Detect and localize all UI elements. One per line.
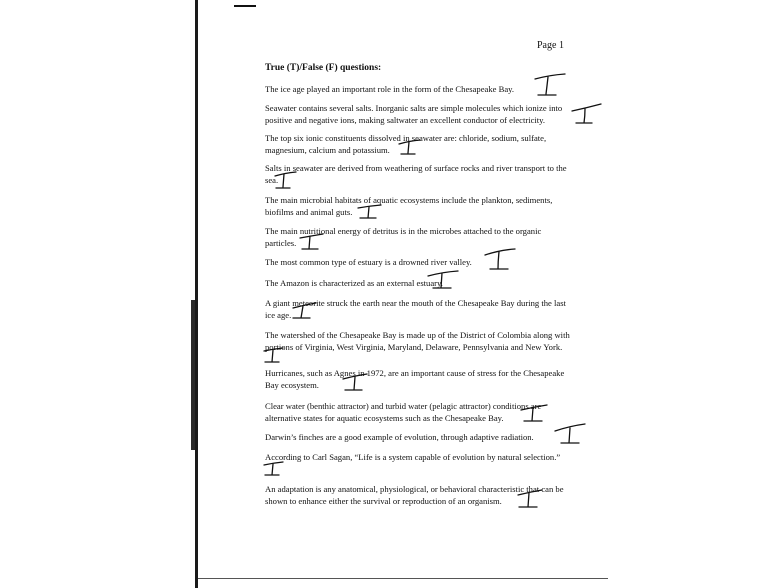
- question-line: sea.: [265, 174, 279, 185]
- question-2: [265, 103, 595, 126]
- answer-value: [0, 0, 1, 1]
- question-line: The main nutritional energy of detritus is in the microbes attached to the organic: [265, 226, 542, 236]
- question-line: Darwin’s finches are a good example of evolution, through adaptive radiation.: [265, 432, 534, 442]
- question-line: A giant meteorite struck the earth near the mouth of the Chesapeake Bay during the last: [265, 298, 566, 308]
- question-line: Bay ecosystem.: [265, 379, 319, 390]
- question-14: [265, 452, 595, 464]
- question-line: ice age.: [265, 309, 292, 320]
- question-line: An adaptation is any anatomical, physiological, or behavioral characteristic that can be: [265, 484, 564, 494]
- question-line: The watershed of the Chesapeake Bay is made up of the District of Colombia along with: [265, 330, 570, 340]
- answer-value: [0, 0, 1, 1]
- question-line: portions of Virginia, West Virginia, Maryland, Delaware, Pennsylvania and New York.: [265, 341, 563, 352]
- question-line: The most common type of estuary is a drowned river valley.: [265, 257, 472, 267]
- handwritten-t-mark: [570, 102, 604, 126]
- question-line: Salts in seawater are derived from weathering of surface rocks and river transport to the: [265, 163, 567, 173]
- handwritten-t-mark: [290, 300, 320, 322]
- handwritten-t-mark: [397, 138, 423, 158]
- question-line: The top six ionic constituents dissolved in seawater are: chloride, sodium, sulfate,: [265, 133, 547, 143]
- question-line: alternative states for aquatic ecosystems such as the Chesapeake Bay.: [265, 412, 504, 423]
- scan-bottom-edge: [198, 578, 608, 579]
- answer-value: [0, 0, 1, 1]
- question-line: shown to enhance either the survival or reproduction of an organism.: [265, 495, 502, 506]
- question-line: Hurricanes, such as Agnes in 1972, are an important cause of stress for the Chesapeake: [265, 368, 565, 378]
- handwritten-t-mark: [425, 268, 461, 292]
- answer-value: [0, 0, 1, 1]
- answer-value: [0, 0, 1, 1]
- answer-value: [0, 0, 1, 1]
- question-13: [265, 432, 595, 444]
- question-10: [265, 330, 595, 353]
- handwritten-t-mark: [262, 346, 286, 366]
- handwritten-t-mark: [356, 202, 384, 222]
- scan-left-edge: [195, 0, 198, 588]
- answer-value: [0, 0, 1, 1]
- question-15: [265, 484, 595, 507]
- answer-value: [0, 0, 1, 1]
- question-4: [265, 163, 595, 186]
- handwritten-t-mark: [482, 247, 518, 273]
- handwritten-t-mark: [532, 72, 568, 98]
- answer-value: [0, 0, 1, 1]
- question-line: According to Carl Sagan, “Life is a system capable of evolution by natural selection.”: [265, 452, 561, 462]
- question-line: particles.: [265, 237, 297, 248]
- question-line: magnesium, calcium and potassium.: [265, 144, 390, 155]
- question-5: [265, 195, 595, 218]
- question-7: [265, 257, 595, 269]
- answer-value: [0, 0, 1, 1]
- scan-top-mark: [234, 5, 256, 7]
- handwritten-t-mark: [518, 402, 550, 426]
- question-line: The Amazon is characterized as an external estuary.: [265, 278, 443, 288]
- question-11: [265, 368, 595, 391]
- question-line: positive and negative ions, making saltwater an excellent conductor of electricity.: [265, 114, 546, 125]
- handwritten-t-mark: [552, 422, 588, 448]
- question-line: biofilms and animal guts.: [265, 206, 353, 217]
- handwritten-t-mark: [340, 372, 370, 394]
- handwritten-t-mark: [515, 488, 545, 512]
- handwritten-t-mark: [298, 232, 326, 254]
- question-line: The main microbial habitats of aquatic ecosystems include the plankton, sediments,: [265, 195, 553, 205]
- handwritten-t-mark: [262, 460, 286, 478]
- question-line: Seawater contains several salts. Inorganic salts are simple molecules which ionize into: [265, 103, 563, 113]
- answer-value: [0, 0, 1, 1]
- question-line: Clear water (benthic attractor) and turbid water (pelagic attractor) conditions are: [265, 401, 542, 411]
- handwritten-t-mark: [272, 170, 298, 192]
- answer-value: [0, 0, 1, 1]
- answer-value: [0, 0, 1, 1]
- quiz-heading: True (T)/False (F) questions:: [265, 63, 382, 73]
- question-3: [265, 133, 595, 156]
- page-number: Page 1: [537, 40, 564, 51]
- scan-left-edge-shadow: [191, 300, 195, 450]
- answer-value: [0, 0, 1, 1]
- answer-value: [0, 0, 1, 1]
- question-line: The ice age played an important role in the form of the Chesapeake Bay.: [265, 84, 515, 94]
